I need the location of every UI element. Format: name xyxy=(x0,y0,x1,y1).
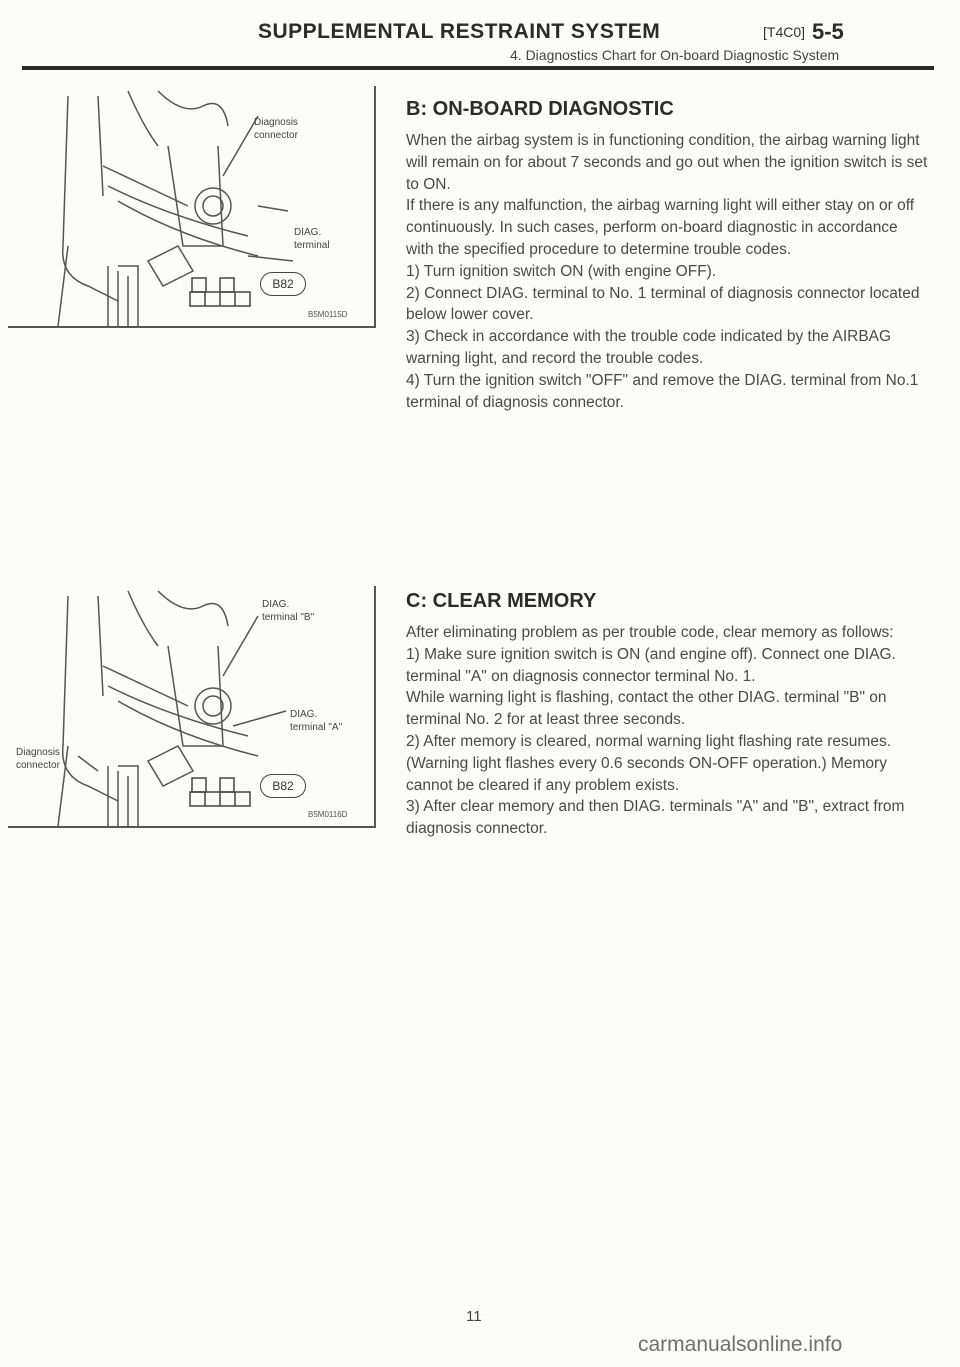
connector-tag-b82: B82 xyxy=(260,774,306,798)
label-diagnosis-connector: Diagnosis connector xyxy=(254,117,298,141)
section-heading-clear-memory: C: CLEAR MEMORY xyxy=(406,590,597,612)
step-1: 1) Make sure ignition switch is ON (and engine off). Connect one DIAG. terminal "A" on diagnosis connector terminal No. 1. xyxy=(406,645,896,685)
figure-diagnosis-connector xyxy=(8,86,376,328)
step-3: 3) Check in accordance with the trouble code indicated by the AIRBAG warning light, and record the trouble codes. xyxy=(406,328,892,367)
section-body-onboard-diagnostic xyxy=(406,130,928,413)
header-page-ref: 5-5 xyxy=(812,19,844,44)
label-diag-terminal-a: DIAG. terminal "A" xyxy=(290,709,343,733)
paragraph: When the airbag system is in functioning condition, the airbag warning light will remain on for about 7 seconds and go out when the ignition switch is set to ON. xyxy=(406,132,928,193)
label-diagnosis-connector: Diagnosis connector xyxy=(16,747,60,771)
header-subtitle: 4. Diagnostics Chart for On-board Diagnostic System xyxy=(510,47,840,63)
step-1-continued: While warning light is flashing, contact the other DIAG. terminal "B" on terminal No. 2 for at least three seconds. xyxy=(406,689,887,729)
header-code: [T4C0] xyxy=(763,24,806,40)
pin-diagram xyxy=(190,278,250,306)
figure-clear-memory xyxy=(8,586,376,828)
step-4: 4) Turn the ignition switch "OFF" and remove the DIAG. terminal from No.1 terminal of diagnosis connector. xyxy=(406,371,919,411)
watermark: carmanualsonline.info xyxy=(638,1333,843,1356)
label-diag-terminal: DIAG. terminal xyxy=(294,227,330,251)
pin-diagram xyxy=(190,778,250,806)
connector-tag-b82: B82 xyxy=(260,272,306,296)
step-3: 3) After clear memory and then DIAG. terminals "A" and "B", extract from diagnosis connector. xyxy=(406,798,905,838)
header-title: SUPPLEMENTAL RESTRAINT SYSTEM xyxy=(258,20,661,43)
step-2: 2) Connect DIAG. terminal to No. 1 terminal of diagnosis connector located below lower cover. xyxy=(406,284,920,324)
figure-code: B5M0116D xyxy=(308,810,348,819)
section-body-clear-memory xyxy=(406,622,928,840)
step-1: 1) Turn ignition switch ON (with engine OFF). xyxy=(406,262,717,280)
header-rule xyxy=(22,66,934,70)
step-2: 2) After memory is cleared, normal warning light flashing rate resumes. (Warning light flashes every 0.6 seconds ON-OFF operation.) Memory cannot be cleared if any problem exists. xyxy=(406,732,892,794)
connector-illustration-2 xyxy=(8,586,374,826)
page-number: 11 xyxy=(466,1308,482,1325)
section-heading-onboard-diagnostic: B: ON-BOARD DIAGNOSTIC xyxy=(406,98,674,120)
paragraph: If there is any malfunction, the airbag warning light will either stay on or off continuously. In such cases, perform on-board diagnostic in accordance with the specified procedure to determine trouble codes. xyxy=(406,197,915,258)
connector-illustration xyxy=(8,86,374,326)
figure-code: B5M0115D xyxy=(308,310,348,319)
label-diag-terminal-b: DIAG. terminal "B" xyxy=(262,599,315,623)
paragraph: After eliminating problem as per trouble code, clear memory as follows: xyxy=(406,624,894,641)
